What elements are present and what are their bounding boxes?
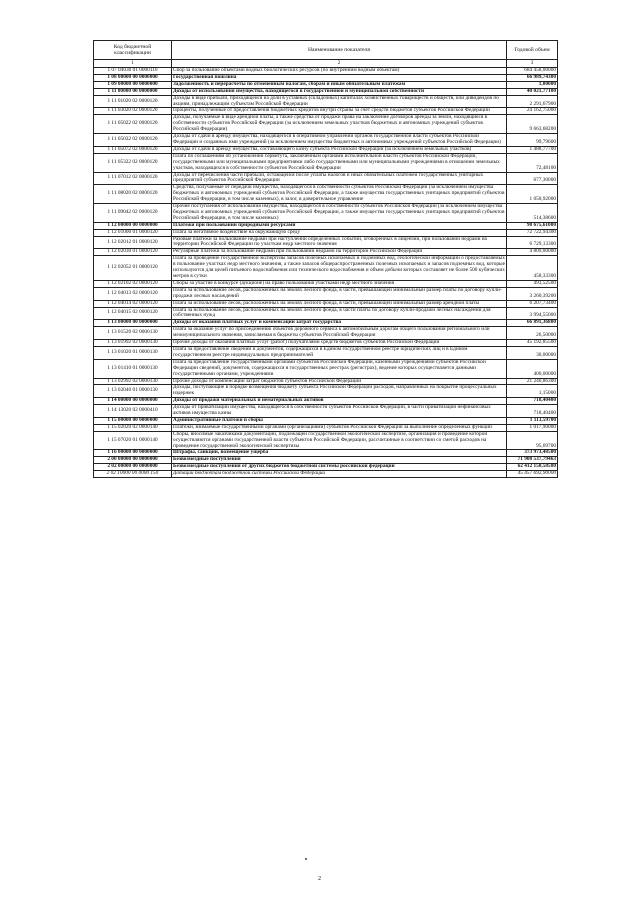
table-row [94,359,558,378]
row-name: Плата за использование лесов, расположенных на землях лесного фонда, в части, превышающей минимальный размер арендной платы [172,300,507,307]
row-amount: 677,30000 [507,172,558,185]
row-name: Проценты, полученные от предоставления бюджетных кредитов внутри страны за счет средств бюджетов субъектов Российской Федерации [172,108,507,115]
row-code: 1 13 01410 01 0000130 [94,359,172,378]
row-name: Плата за использование лесов, расположенных на землях лесного фонда, в части, превышающей минимальный размер платы по договору купли-продажи лесных насаждений [172,287,507,300]
row-amount: 98 675,61000 [507,222,558,229]
row-amount: 458,33300 [507,256,558,281]
table-row [94,222,558,229]
row-code: 1 07 04030 01 0000110 [94,68,172,75]
row-amount: 2 291,67900 [507,95,558,108]
row-name: Государственная пошлина [172,74,507,81]
row-code: 1 13 02040 01 0000130 [94,385,172,398]
table-row [94,256,558,281]
column-number: 1 [94,60,172,68]
row-amount: 66 989,74300 [507,74,558,81]
row-name: Доходы от приватизации имущества, находящегося в собственности субъектов Российской Федерации, в части приватизации нефинансовых активов имущества казны [172,405,507,418]
row-amount: 400,00000 [507,359,558,378]
row-amount: 4 809,00000 [507,249,558,256]
row-amount: 40 021,77100 [507,88,558,95]
row-name: Плата по соглашениям об установлении сервитута, заключенным органами исполнительной власти субъектов Российской Федерации, государственными или муниципальными предприятиями либо государственными или муниципальными учреждениями в отношении земельных участков, находящихся в собственности субъектов Российской Федерации [172,153,507,172]
table-row [94,307,558,320]
row-code: 1 11 00000 00 0000000 [94,88,172,95]
row-name: Прочие доходы от компенсации затрат бюджетов субъектов Российской Федерации [172,378,507,385]
row-amount: 45 192,85500 [507,340,558,347]
table-row [94,346,558,359]
row-name: Платежи при пользовании природными ресурсами [172,222,507,229]
row-name: Доходы от сдачи в аренду имущества, находящегося в оперативном управлении органов государственной власти субъектов Российской Федерации и созданных ими учреждений (за исключением имущества бюджетных и автономных учреждений субъектов Российской Федерации) [172,134,507,147]
row-name: Доходы от продажи материальных и нематериальных активов [172,398,507,405]
row-name: Плата за предоставление сведений и документов, содержащихся в Едином государственном реестре юридических лиц и в Едином государственном реестре индивидуальных предпринимателей [172,346,507,359]
row-code: 1 12 02012 01 0000120 [94,236,172,249]
row-code: 1 15 02020 02 0000140 [94,424,172,431]
table-row [94,327,558,340]
row-code: 1 11 03020 02 0000120 [94,108,172,115]
row-amount: 1,15000 [507,385,558,398]
revenue-table [93,40,558,478]
row-code: 2 02 10000 00 0000 150 [94,471,172,478]
row-name: Сборы, вносимые заказчиками документации, подлежащей государственной экологической экспертизе, организация и проведение которой осуществляются органами государственной власти субъектов Российской Федерации, рассчитанные в соответствии со сметой расходов на проведение государственной экологической экспертизы [172,431,507,450]
row-code: 2 00 00000 00 0000000 [94,457,172,464]
header-name: Наименование показателя [172,41,507,60]
row-name: Средства, получаемые от передачи имущества, находящегося в собственности субъектов Российской Федерации (за исключением имущества бюджетных и автономных учреждений субъектов Российской Федерации, а также имущества государственных унитарных предприятий субъектов Российской Федерации, в том числе казенных), в залог, в доверительное управление [172,185,507,204]
table-row [94,464,558,471]
row-code: 1 16 00000 00 0000000 [94,450,172,457]
row-name: Доходы от использования имущества, находящегося в государственной и муниципальной собственности [172,88,507,95]
row-amount: 514,38600 [507,204,558,223]
scan-dot [305,858,307,860]
row-amount: 62 412 150,58580 [507,464,558,471]
row-code: 1 11 08020 02 0000120 [94,185,172,204]
row-name: Плата за оказание услуг по присоединению объектов дорожного сервиса к автомобильным дорогам общего пользования регионального или межмуниципального значения, зачисляемая в бюджеты субъектов Российской Федерации [172,327,507,340]
row-code: 1 12 04014 02 0000120 [94,300,172,307]
row-code: 1 13 01992 02 0000130 [94,340,172,347]
row-code: 1 12 01000 01 0000120 [94,229,172,236]
row-name: Доходы, поступающие в порядке возмещения бюджету субъекта Российской Федерации расходов, направленных на покрытие процессуальных издержек [172,385,507,398]
row-amount: 24 162,75000 [507,108,558,115]
row-name: Дотации бюджетам бюджетной системы Российской Федерации [172,471,507,478]
row-name: Сборы за участие в конкурсе (аукционе) на право пользования участками недр местного значения [172,280,507,287]
row-amount: 1 050,92000 [507,185,558,204]
row-name: Плата за использование лесов, расположенных на землях лесного фонда, в части платы по договору купли-продажи лесных насаждений для собственных нужд [172,307,507,320]
table-row [94,115,558,134]
row-amount: 66 891,36800 [507,320,558,327]
row-code: 1 11 05322 02 0000120 [94,153,172,172]
row-name: Безвозмездные поступления [172,457,507,464]
table-row [94,450,558,457]
row-name: Доходы от сдачи в аренду имущества, составляющего казну субъекта Российской Федерации (за исключением земельных участков) [172,146,507,153]
row-name: Административные платежи и сборы [172,417,507,424]
row-name: Прочие поступления от использования имущества, находящегося в собственности субъектов Российской Федерации (за исключением имущества бюджетных и автономных учреждений субъектов Российской Федерации, а также имущества государственных унитарных предприятий субъектов Российской Федерации, в том числе казенных) [172,204,507,223]
table-row [94,236,558,249]
row-amount: 718,40400 [507,405,558,418]
table-row [94,385,558,398]
table-row [94,185,558,204]
row-name: Сбор за пользование объектами водных биологических ресурсов (по внутренним водным объектам) [172,68,507,75]
row-code: 1 12 00000 00 0000000 [94,222,172,229]
row-code: 1 11 05072 02 0000120 [94,146,172,153]
row-code: 1 12 04015 02 0000120 [94,307,172,320]
row-name: Штрафы, санкции, возмещение ущерба [172,450,507,457]
row-code: 1 08 00000 00 0000000 [94,74,172,81]
table-row [94,153,558,172]
row-code: 1 12 02030 01 0000120 [94,249,172,256]
row-amount: 6 207,73400 [507,300,558,307]
table-row [94,431,558,450]
row-code: 1 15 07020 01 0000140 [94,431,172,450]
row-amount: 26,50000 [507,327,558,340]
row-amount: 21 240,86300 [507,378,558,385]
row-name: Доходы от перечисления части прибыли, остающейся после уплаты налогов и иных обязательных платежей государственных унитарных предприятий субъектов Российской Федерации [172,172,507,185]
row-code: 1 12 02102 02 0000120 [94,280,172,287]
row-amount: 493,52500 [507,280,558,287]
header-amount: Годовой объем [507,41,558,60]
row-amount: 45 457 692,90000 [507,471,558,478]
row-amount: 718,40400 [507,398,558,405]
row-code: 1 12 04013 02 0000120 [94,287,172,300]
row-name: Плата за предоставление государственными органами субъектов Российской Федерации, казенными учреждениями субъектов Российской Федерации сведений, документов, содержащихся в государственных реестрах (регистрах), ведение которых осуществляется данными государственными органами, учреждениями [172,359,507,378]
table-row [94,172,558,185]
row-name: Безвозмездные поступления от других бюджетов бюджетной системы российской федерации [172,464,507,471]
row-amount: 3 994,55000 [507,307,558,320]
table-row [94,405,558,418]
row-code: 1 13 00000 00 0000000 [94,320,172,327]
page-number: 2 [318,876,321,882]
row-amount: 1,00000 [507,81,558,88]
row-name: Доходы от оказания платных услуг и компенсации затрат государства [172,320,507,327]
table-row [94,204,558,223]
row-amount: 3 260,39200 [507,287,558,300]
row-name: Разовые платежи за пользование недрами при наступлении определенных событий, оговоренных в лицензии, при пользовании недрами на территории Российской Федерации по участкам недр местного значения [172,236,507,249]
table-row [94,134,558,147]
table-row [94,471,558,478]
row-amount: 95,69700 [507,431,558,450]
row-code: 1 14 00000 00 0000000 [94,398,172,405]
row-amount: 1 488,77700 [507,146,558,153]
row-amount: 72,48100 [507,153,558,172]
row-amount: 9 663,68200 [507,115,558,134]
row-code: 1 11 01020 02 0000120 [94,95,172,108]
row-name: Плата за негативное воздействие на окружающую среду [172,229,507,236]
row-amount: 99,79600 [507,134,558,147]
row-amount: 72 722,94300 [507,229,558,236]
row-code: 1 14 13020 02 0000410 [94,405,172,418]
row-amount: 30,00000 [507,346,558,359]
row-code: 1 13 01020 01 0000130 [94,346,172,359]
row-amount: 6 729,13300 [507,236,558,249]
table-header-row [94,41,558,60]
row-code: 1 11 09042 02 0000120 [94,204,172,223]
row-code: 1 11 05022 02 0000120 [94,115,172,134]
row-name: Платежи, взимаемые государственными органами (организациями) субъектов Российской Федерации за выполнение определенных функций [172,424,507,431]
row-name: Задолженность и перерасчеты по отмененным налогам, сборам и иным обязательным платежам [172,81,507,88]
row-code: 1 09 00000 00 0000000 [94,81,172,88]
table-row [94,300,558,307]
row-code: 1 11 07012 02 0000120 [94,172,172,185]
column-number: 2 [172,60,507,68]
row-amount: 373 973,48500 [507,450,558,457]
row-name: Доходы в виде прибыли, приходящейся на доли в уставных (складочных) капиталах хозяйственных товариществ и обществ, или дивидендов по акциям, принадлежащим субъектам Российской Федерации [172,95,507,108]
row-code: 2 02 00000 00 0000000 [94,464,172,471]
row-name: Прочие доходы от оказания платных услуг (работ) получателями средств бюджетов субъектов Российской Федерации [172,340,507,347]
row-name: Плата за проведение государственной экспертизы запасов полезных ископаемых и подземных вод, геологической информации о предоставляемых в пользование участках недр местного значения, а также запасов общераспространенных полезных ископаемых и запасов подземных вод, которые используются для целей питьевого водоснабжения или технического водоснабжения и объем добычи которых составляет не более 500 кубических метров в сутки [173,255,505,279]
row-code: 1 15 00000 00 0000000 [94,417,172,424]
row-code: 1 13 02992 02 0000130 [94,378,172,385]
row-amount: 1 113,59700 [507,417,558,424]
row-amount: 71 908 537,79463 [507,457,558,464]
row-amount: 684 458,00000 [507,68,558,75]
row-code: 1 11 05032 02 0000120 [94,134,172,147]
table-row [94,68,558,75]
row-code: 1 12 02052 01 0000120 [94,256,172,281]
column-number: 3 [507,60,558,68]
header-code: Код бюджетной классификации [94,41,172,60]
row-name: Доходы, получаемые в виде арендной платы, а также средства от продажи права на заключение договоров аренды за земли, находящиеся в собственности субъектов Российской Федерации (за исключением земельных участков бюджетных и автономных учреждений субъектов Российской Федерации) [172,115,507,134]
row-name: Регулярные платежи за пользование недрами при пользовании недрами на территории Российской Федерации [172,249,507,256]
table-row [94,287,558,300]
row-amount: 1 017,90000 [507,424,558,431]
row-code: 1 13 01520 02 0000130 [94,327,172,340]
